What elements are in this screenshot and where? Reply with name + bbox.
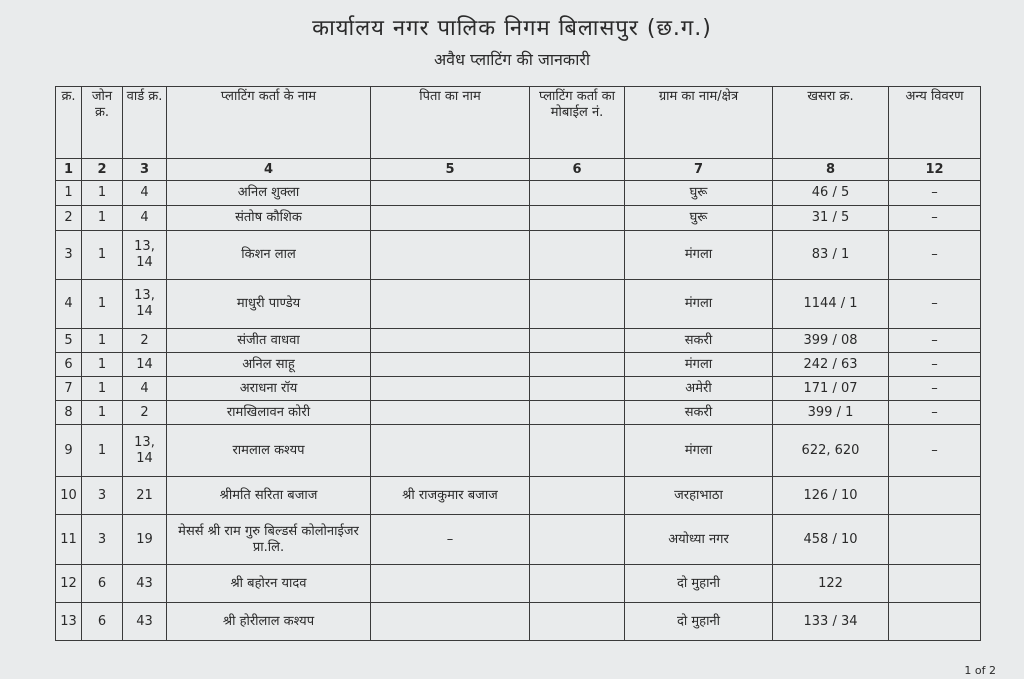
cell-mobile — [530, 565, 625, 603]
cell-khasra: 126 / 10 — [773, 477, 889, 515]
cell-father — [371, 603, 530, 641]
cell-ward: 43 — [123, 565, 167, 603]
cell-village: अमेरी — [625, 377, 773, 401]
page-title: कार्यालय नगर पालिक निगम बिलासपुर (छ.ग.) — [312, 16, 712, 41]
cell-khasra: 133 / 34 — [773, 603, 889, 641]
column-number: 8 — [773, 159, 889, 181]
cell-sno: 5 — [56, 329, 82, 353]
cell-sno: 2 — [56, 206, 82, 231]
cell-village: जरहाभाठा — [625, 477, 773, 515]
cell-zone: 1 — [82, 401, 123, 425]
cell-khasra: 458 / 10 — [773, 515, 889, 565]
cell-ward: 2 — [123, 401, 167, 425]
cell-ward: 13, 14 — [123, 425, 167, 477]
cell-name: रामखिलावन कोरी — [167, 401, 371, 425]
cell-name: श्रीमति सरिता बजाज — [167, 477, 371, 515]
cell-other: – — [889, 401, 981, 425]
cell-ward: 19 — [123, 515, 167, 565]
cell-mobile — [530, 401, 625, 425]
cell-father — [371, 329, 530, 353]
cell-khasra: 242 / 63 — [773, 353, 889, 377]
cell-name: संजीत वाधवा — [167, 329, 371, 353]
table-row — [56, 377, 981, 401]
cell-father — [371, 231, 530, 280]
cell-sno: 12 — [56, 565, 82, 603]
cell-father — [371, 377, 530, 401]
cell-other — [889, 603, 981, 641]
cell-sno: 1 — [56, 181, 82, 206]
cell-father — [371, 280, 530, 329]
header-cell: प्लाटिंग कर्ता का मोबाईल नं. — [530, 87, 625, 159]
cell-khasra: 31 / 5 — [773, 206, 889, 231]
cell-other: – — [889, 181, 981, 206]
cell-mobile — [530, 515, 625, 565]
cell-khasra: 399 / 1 — [773, 401, 889, 425]
header-cell: जोन क्र. — [82, 87, 123, 159]
illegal-plotting-table — [55, 86, 981, 641]
cell-ward: 43 — [123, 603, 167, 641]
cell-zone: 1 — [82, 280, 123, 329]
table-row — [56, 477, 981, 515]
cell-sno: 10 — [56, 477, 82, 515]
cell-name: माधुरी पाण्डेय — [167, 280, 371, 329]
cell-father: – — [371, 515, 530, 565]
cell-other: – — [889, 377, 981, 401]
cell-zone: 1 — [82, 206, 123, 231]
cell-village: घुरू — [625, 181, 773, 206]
cell-khasra: 171 / 07 — [773, 377, 889, 401]
column-number: 6 — [530, 159, 625, 181]
cell-zone: 1 — [82, 181, 123, 206]
cell-mobile — [530, 181, 625, 206]
cell-name: अराधना रॉय — [167, 377, 371, 401]
cell-sno: 11 — [56, 515, 82, 565]
cell-father — [371, 206, 530, 231]
cell-zone: 3 — [82, 515, 123, 565]
header-cell: ग्राम का नाम/क्षेत्र — [625, 87, 773, 159]
header-cell: पिता का नाम — [371, 87, 530, 159]
cell-name: अनिल शुक्ला — [167, 181, 371, 206]
cell-father — [371, 401, 530, 425]
table-row — [56, 425, 981, 477]
cell-sno: 13 — [56, 603, 82, 641]
cell-ward: 21 — [123, 477, 167, 515]
header-cell: वार्ड क्र. — [123, 87, 167, 159]
cell-mobile — [530, 603, 625, 641]
cell-sno: 9 — [56, 425, 82, 477]
cell-other: – — [889, 329, 981, 353]
cell-village: मंगला — [625, 231, 773, 280]
cell-khasra: 83 / 1 — [773, 231, 889, 280]
table-row — [56, 329, 981, 353]
cell-mobile — [530, 425, 625, 477]
cell-other: – — [889, 353, 981, 377]
table-row — [56, 231, 981, 280]
cell-ward: 2 — [123, 329, 167, 353]
cell-mobile — [530, 377, 625, 401]
header-cell: प्लाटिंग कर्ता के नाम — [167, 87, 371, 159]
column-number: 1 — [56, 159, 82, 181]
cell-zone: 6 — [82, 565, 123, 603]
cell-village: सकरी — [625, 329, 773, 353]
cell-village: मंगला — [625, 425, 773, 477]
table-row — [56, 515, 981, 565]
table-row — [56, 206, 981, 231]
cell-other — [889, 515, 981, 565]
cell-village: मंगला — [625, 280, 773, 329]
column-number: 3 — [123, 159, 167, 181]
cell-zone: 1 — [82, 329, 123, 353]
cell-zone: 3 — [82, 477, 123, 515]
header-cell: अन्य विवरण — [889, 87, 981, 159]
column-number: 7 — [625, 159, 773, 181]
cell-khasra: 122 — [773, 565, 889, 603]
cell-name: श्री बहोरन यादव — [167, 565, 371, 603]
cell-father — [371, 181, 530, 206]
page-number: 1 of 2 — [964, 664, 996, 677]
cell-village: दो मुहानी — [625, 565, 773, 603]
cell-father: श्री राजकुमार बजाज — [371, 477, 530, 515]
table-row — [56, 353, 981, 377]
cell-mobile — [530, 231, 625, 280]
cell-mobile — [530, 280, 625, 329]
header-cell: क्र. — [56, 87, 82, 159]
cell-mobile — [530, 206, 625, 231]
cell-khasra: 622, 620 — [773, 425, 889, 477]
cell-ward: 4 — [123, 181, 167, 206]
cell-ward: 4 — [123, 377, 167, 401]
header-row — [56, 87, 981, 159]
cell-mobile — [530, 477, 625, 515]
cell-other: – — [889, 280, 981, 329]
table-row — [56, 603, 981, 641]
column-number: 2 — [82, 159, 123, 181]
cell-zone: 1 — [82, 377, 123, 401]
cell-village: मंगला — [625, 353, 773, 377]
column-number: 12 — [889, 159, 981, 181]
cell-mobile — [530, 329, 625, 353]
cell-khasra: 1144 / 1 — [773, 280, 889, 329]
cell-zone: 1 — [82, 353, 123, 377]
cell-ward: 14 — [123, 353, 167, 377]
cell-zone: 6 — [82, 603, 123, 641]
cell-other: – — [889, 231, 981, 280]
cell-sno: 7 — [56, 377, 82, 401]
cell-ward: 4 — [123, 206, 167, 231]
cell-sno: 6 — [56, 353, 82, 377]
table-row — [56, 181, 981, 206]
cell-other: – — [889, 206, 981, 231]
cell-father — [371, 353, 530, 377]
cell-khasra: 46 / 5 — [773, 181, 889, 206]
cell-village: घुरू — [625, 206, 773, 231]
column-number: 4 — [167, 159, 371, 181]
cell-mobile — [530, 353, 625, 377]
column-number: 5 — [371, 159, 530, 181]
cell-other — [889, 565, 981, 603]
cell-village: अयोध्या नगर — [625, 515, 773, 565]
table-row — [56, 565, 981, 603]
cell-sno: 4 — [56, 280, 82, 329]
column-number-row — [56, 159, 981, 181]
cell-zone: 1 — [82, 231, 123, 280]
cell-father — [371, 425, 530, 477]
table-row — [56, 401, 981, 425]
page-subtitle: अवैध प्लाटिंग की जानकारी — [433, 50, 591, 69]
cell-khasra: 399 / 08 — [773, 329, 889, 353]
cell-name: किशन लाल — [167, 231, 371, 280]
cell-name: संतोष कौशिक — [167, 206, 371, 231]
cell-sno: 8 — [56, 401, 82, 425]
cell-name: मेसर्स श्री राम गुरु बिल्डर्स कोलोनाईजर प्रा.लि. — [167, 515, 371, 565]
cell-village: सकरी — [625, 401, 773, 425]
cell-village: दो मुहानी — [625, 603, 773, 641]
header-cell: खसरा क्र. — [773, 87, 889, 159]
cell-father — [371, 565, 530, 603]
cell-name: अनिल साहू — [167, 353, 371, 377]
cell-sno: 3 — [56, 231, 82, 280]
cell-name: रामलाल कश्यप — [167, 425, 371, 477]
cell-ward: 13, 14 — [123, 231, 167, 280]
table-row — [56, 280, 981, 329]
cell-other — [889, 477, 981, 515]
cell-zone: 1 — [82, 425, 123, 477]
cell-other: – — [889, 425, 981, 477]
cell-name: श्री होरीलाल कश्यप — [167, 603, 371, 641]
cell-ward: 13, 14 — [123, 280, 167, 329]
